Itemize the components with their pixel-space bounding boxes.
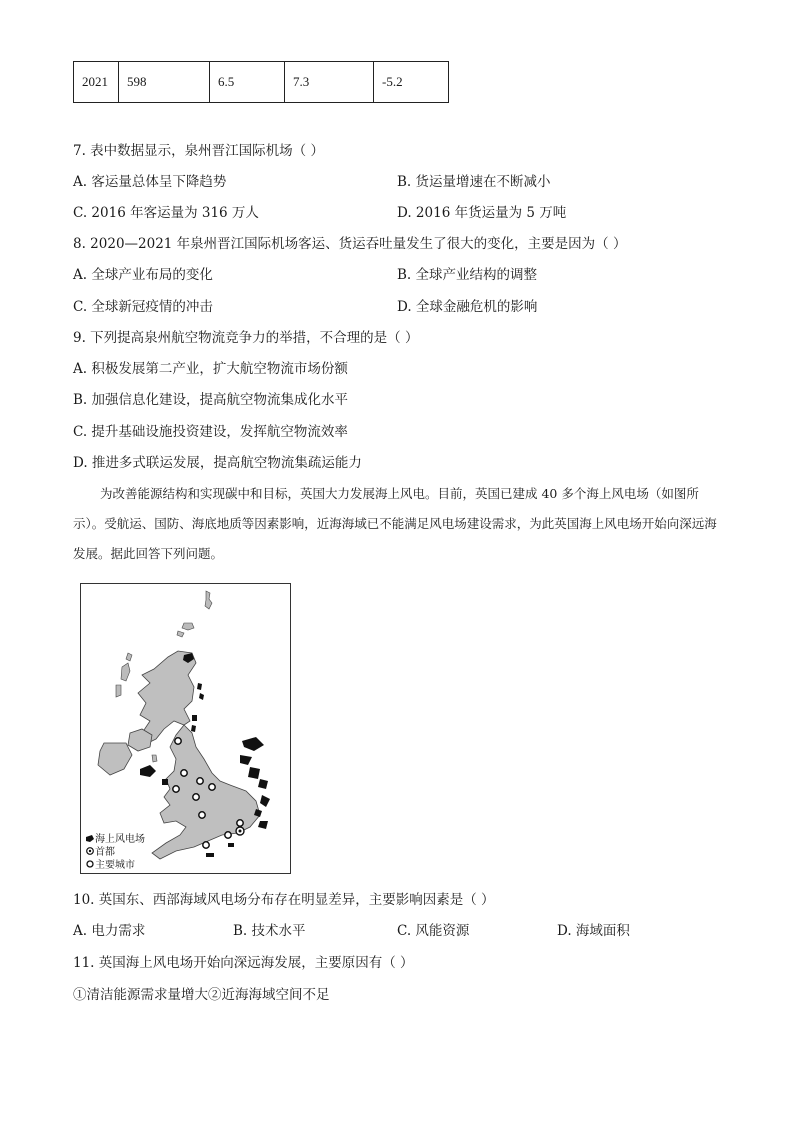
legend-city: 主要城市 xyxy=(95,860,135,871)
table-cell-1: 6.5 xyxy=(210,62,285,103)
legend-wind-farm: 海上风电场 xyxy=(95,834,145,845)
q7-option-c: C. 2016 年客运量为 316 万人 xyxy=(73,205,259,221)
q11-items: ①清洁能源需求量增大②近海海域空间不足 xyxy=(73,987,330,1003)
wind-farm-icon xyxy=(162,779,168,785)
q9-option-a: A. 积极发展第二产业，扩大航空物流市场份额 xyxy=(73,361,348,377)
q10-option-a: A. 电力需求 xyxy=(73,923,146,939)
q8-option-c: C. 全球新冠疫情的冲击 xyxy=(73,299,213,315)
q9-option-c: C. 提升基础设施投资建设，发挥航空物流效率 xyxy=(73,424,348,440)
city-marker xyxy=(175,738,181,744)
city-marker xyxy=(199,812,205,818)
city-marker xyxy=(193,794,199,800)
wind-farm-icon xyxy=(206,853,214,857)
q9-stem: 9. 下列提高泉州航空物流竞争力的举措，不合理的是（ ） xyxy=(73,330,419,346)
city-marker xyxy=(203,842,209,848)
legend-capital: 首都 xyxy=(95,847,115,858)
uk-wind-farm-map xyxy=(80,583,291,874)
q8-option-b: B. 全球产业结构的调整 xyxy=(397,267,538,283)
q7-option-a: A. 客运量总体呈下降趋势 xyxy=(73,174,227,190)
city-marker xyxy=(225,832,231,838)
isle-of-man xyxy=(152,755,157,762)
q8-option-a: A. 全球产业布局的变化 xyxy=(73,267,213,283)
city-legend-icon xyxy=(87,861,93,867)
q8-option-d: D. 全球金融危机的影响 xyxy=(397,299,538,315)
q7-option-d: D. 2016 年货运量为 5 万吨 xyxy=(397,205,567,221)
q7-stem: 7. 表中数据显示，泉州晋江国际机场（ ） xyxy=(73,143,324,159)
city-marker xyxy=(237,820,243,826)
table-cell-year: 2021 xyxy=(74,62,119,103)
wind-farm-icon xyxy=(248,767,260,779)
q8-stem: 8. 2020—2021 年泉州晋江国际机场客运、货运吞吐量发生了很大的变化，主要是因为（ ） xyxy=(73,236,627,252)
city-marker xyxy=(181,770,187,776)
table-cell-2: 7.3 xyxy=(285,62,374,103)
wind-farm-icon xyxy=(228,843,234,847)
capital-marker xyxy=(236,827,244,835)
q10-option-c: C. 风能资源 xyxy=(397,923,470,939)
city-marker xyxy=(197,778,203,784)
q11-stem: 11. 英国海上风电场开始向深远海发展，主要原因有（ ） xyxy=(73,955,414,971)
reading-passage: 为改善能源结构和实现碳中和目标，英国大力发展海上风电。目前，英国已建成 40 多个海上风电场（如图所示）。受航运、国防、海底地质等因素影响，近海海域已不能满足风电场建设需求，为此英国海上风电场开始向深远海发展。据此回答下列问题。 xyxy=(73,486,717,561)
city-marker xyxy=(173,786,179,792)
table-cell-passenger: 598 xyxy=(119,62,210,103)
table-row xyxy=(74,62,449,103)
data-table xyxy=(73,61,449,103)
q9-option-b: B. 加强信息化建设，提高航空物流集成化水平 xyxy=(73,392,349,408)
q10-option-b: B. 技术水平 xyxy=(233,923,306,939)
wind-farm-icon xyxy=(192,715,197,721)
q9-option-d: D. 推进多式联运发展，提高航空物流集疏运能力 xyxy=(73,455,362,471)
city-marker xyxy=(209,784,215,790)
q10-option-d: D. 海域面积 xyxy=(557,923,630,939)
table-cell-3: -5.2 xyxy=(374,62,449,103)
q7-option-b: B. 货运量增速在不断减小 xyxy=(397,174,551,190)
q10-stem: 10. 英国东、西部海域风电场分布存在明显差异，主要影响因素是（ ） xyxy=(73,892,495,908)
